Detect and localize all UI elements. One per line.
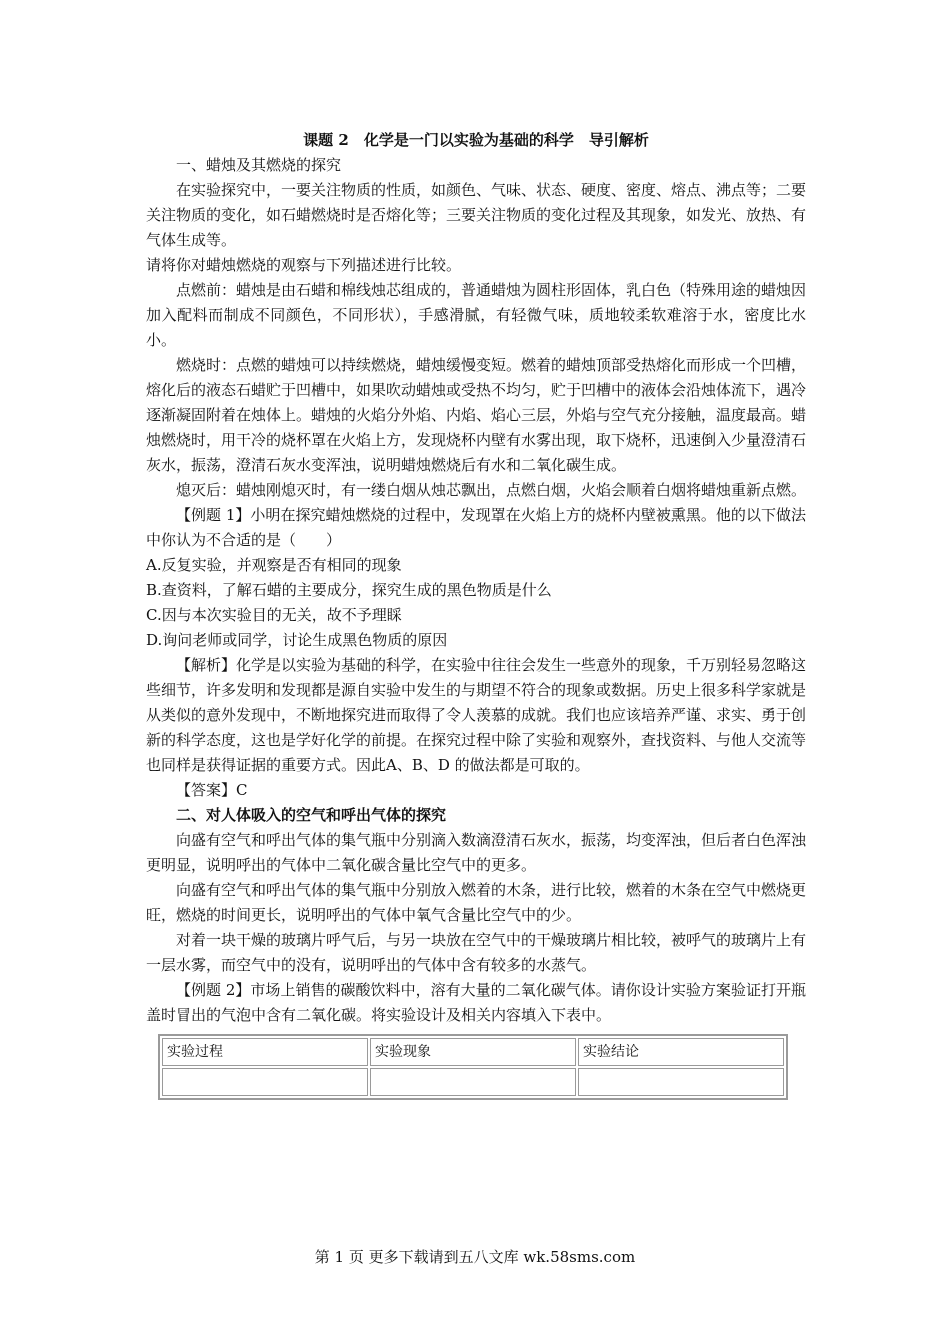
section2-heading: 二、对人体吸入的空气和呼出气体的探究 [176,806,447,824]
section2-paragraph-2: 向盛有空气和呼出气体的集气瓶中分别放入燃着的木条，进行比较，燃着的木条在空气中燃烧更旺，燃烧的时间更长，说明呼出的气体中氧气含量比空气中的少。 [146,881,807,924]
example1-option-a: A.反复实验，并观察是否有相同的现象 [146,556,402,574]
table-row [162,1068,784,1096]
table-header-conclusion: 实验结论 [578,1038,784,1066]
example2-question: 【例题 2】市场上销售的碳酸饮料中，溶有大量的二氧化碳气体。请你设计实验方案验证打开瓶盖时冒出的气泡中含有二氧化碳。将实验设计及相关内容填入下表中。 [146,981,806,1024]
example1-analysis: 【解析】化学是以实验为基础的科学，在实验中往往会发生一些意外的现象，千万别轻易忽略这些细节，许多发明和发现都是源自实验中发生的与期望不符合的现象或数据。历史上很多科学家就是从类似的意外发现中，不断地探究进而取得了令人羡慕的成就。我们也应该培养严谨、求实、勇于创新的科学态度，这也是学好化学的前提。在探究过程中除了实验和观察外，查找资料、与他人交流等也同样是获得证据的重要方式。因此A、B、D 的做法都是可取的。 [146,656,807,774]
section1-intro: 在实验探究中，一要关注物质的性质，如颜色、气味、状态、硬度、密度、熔点、沸点等；二要关注物质的变化，如石蜡燃烧时是否熔化等；三要关注物质的变化过程及其现象，如发光、放热、有气体生成等。 [146,181,807,249]
page-footer: 第 1 页 更多下载请到五八文库 wk.58sms.com [314,1248,636,1266]
table-cell-empty [370,1068,576,1096]
section1-prompt: 请将你对蜡烛燃烧的观察与下列描述进行比较。 [146,256,462,274]
section1-heading: 一、蜡烛及其燃烧的探究 [176,156,342,174]
example1-option-c: C.因与本次实验目的无关，故不予理睬 [146,606,402,624]
table-cell-empty [162,1068,368,1096]
table-header-row [162,1038,784,1066]
during-burning-paragraph: 燃烧时：点燃的蜡烛可以持续燃烧，蜡烛缓慢变短。燃着的蜡烛顶部受热熔化而形成一个凹槽，熔化后的液态石蜡贮于凹槽中，如果吹动蜡烛或受热不均匀，贮于凹槽中的液体会沿烛体流下，遇冷逐渐凝固附着在烛体上。蜡烛的火焰分外焰、内焰、焰心三层，外焰与空气充分接触，温度最高。蜡烛燃烧时，用干冷的烧杯罩在火焰上方，发现烧杯内壁有水雾出现，取下烧杯，迅速倒入少量澄清石灰水，振荡，澄清石灰水变浑浊，说明蜡烛燃烧后有水和二氧化碳生成。 [146,356,807,474]
example1-question: 【例题 1】小明在探究蜡烛燃烧的过程中，发现罩在火焰上方的烧杯内壁被熏黑。他的以下做法中你认为不合适的是（ ） [146,506,806,549]
page-title: 课题 2 化学是一门以实验为基础的科学 导引解析 [303,131,649,149]
section2-paragraph-1: 向盛有空气和呼出气体的集气瓶中分别滴入数滴澄清石灰水，振荡，均变浑浊，但后者白色浑浊更明显，说明呼出的气体中二氧化碳含量比空气中的更多。 [146,831,807,874]
section2-paragraph-3: 对着一块干燥的玻璃片呼气后，与另一块放在空气中的干燥玻璃片相比较，被呼气的玻璃片上有一层水雾，而空气中的没有，说明呼出的气体中含有较多的水蒸气。 [146,931,807,974]
document-page [146,128,806,1100]
table-cell-empty [578,1068,784,1096]
table-header-process: 实验过程 [162,1038,368,1066]
before-burning-paragraph: 点燃前：蜡烛是由石蜡和棉线烛芯组成的，普通蜡烛为圆柱形固体，乳白色（特殊用途的蜡烛因加入配料而制成不同颜色，不同形状），手感滑腻，有轻微气味，质地较柔软难溶于水，密度比水小。 [146,281,807,349]
experiment-table [158,1034,788,1100]
table-header-phenomenon: 实验现象 [370,1038,576,1066]
example1-option-b: B.查资料，了解石蜡的主要成分，探究生成的黑色物质是什么 [146,581,552,599]
example1-option-d: D.询问老师或同学，讨论生成黑色物质的原因 [146,631,448,649]
example1-answer: 【答案】C [176,781,248,799]
after-burning-paragraph: 熄灭后：蜡烛刚熄灭时，有一缕白烟从烛芯飘出，点燃白烟，火焰会顺着白烟将蜡烛重新点燃。 [176,481,807,499]
